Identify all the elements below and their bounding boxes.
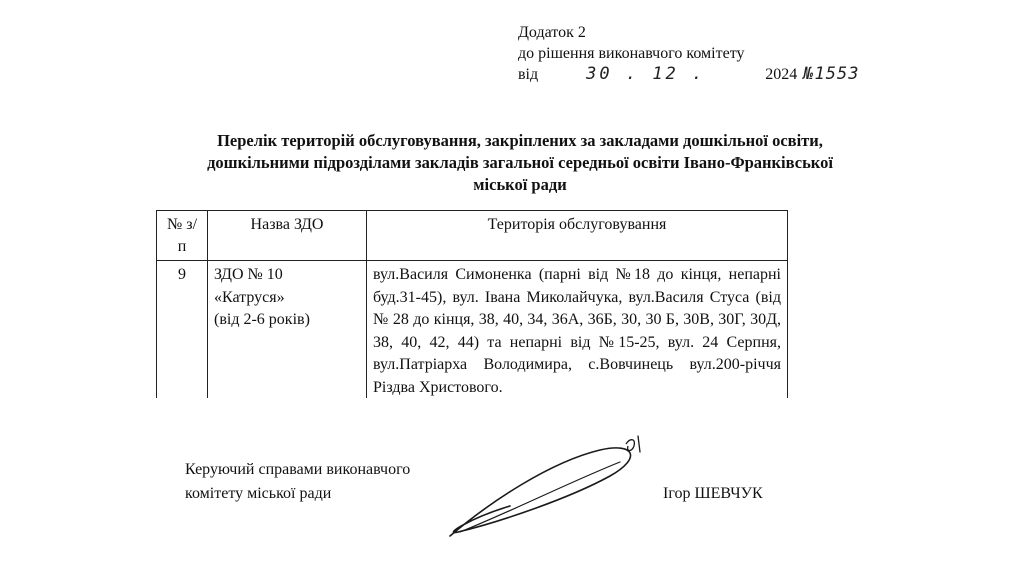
header-territory: Територія обслуговування <box>367 211 788 261</box>
from-label: від <box>518 66 539 83</box>
signer-name: Ігор ШЕВЧУК <box>663 485 763 502</box>
appendix-header <box>518 22 859 85</box>
signature-icon <box>430 432 650 542</box>
row-name-line1: ЗДО № 10 <box>214 266 283 283</box>
table-row <box>157 261 788 409</box>
table-header-row <box>157 211 788 261</box>
appendix-date-line <box>518 64 859 85</box>
row-territory: вул.Василя Симоненка (парні від №18 до кінця, непарні буд.31-45), вул. Івана Миколайчука, вул.Василя Стуса (від № 28 до кінця, 38, 40, 34, 36А, 36Б, 30, 30 Б, 30В, 30Г, 30Д, 38, 40, 42, 44) та непарні від №15-25, вул. 24 Серпня, вул.Патріарха Володимира, с.Вовчинець вул.200-річчя Різдва Христового. <box>367 261 788 409</box>
appendix-title: Додаток 2 <box>518 24 586 41</box>
header-number: № з/п <box>157 211 208 261</box>
header-name: Назва ЗДО <box>208 211 367 261</box>
territory-table <box>156 210 788 408</box>
year: 2024 <box>765 66 798 83</box>
row-name-line3: (від 2-6 років) <box>214 311 310 328</box>
signer-position-line2: комітету міської ради <box>185 485 332 502</box>
signer-position <box>185 458 410 506</box>
handwritten-date: 30 . 12 . <box>586 64 706 84</box>
table-crop-mask <box>150 398 800 408</box>
appendix-decision: до рішення виконавчого комітету <box>518 45 745 62</box>
signer-position-line1: Керуючий справами виконавчого <box>185 461 411 478</box>
row-number: 9 <box>157 261 208 409</box>
row-name-line2: «Катруся» <box>214 288 285 306</box>
row-name <box>208 261 367 409</box>
handwritten-number: №1553 <box>803 64 860 84</box>
document-title: Перелік територій обслуговування, закріплених за закладами дошкільної освіти, дошкільними підрозділами закладів загальної середньої освіти Івано-Франківської міської ради <box>207 131 833 194</box>
